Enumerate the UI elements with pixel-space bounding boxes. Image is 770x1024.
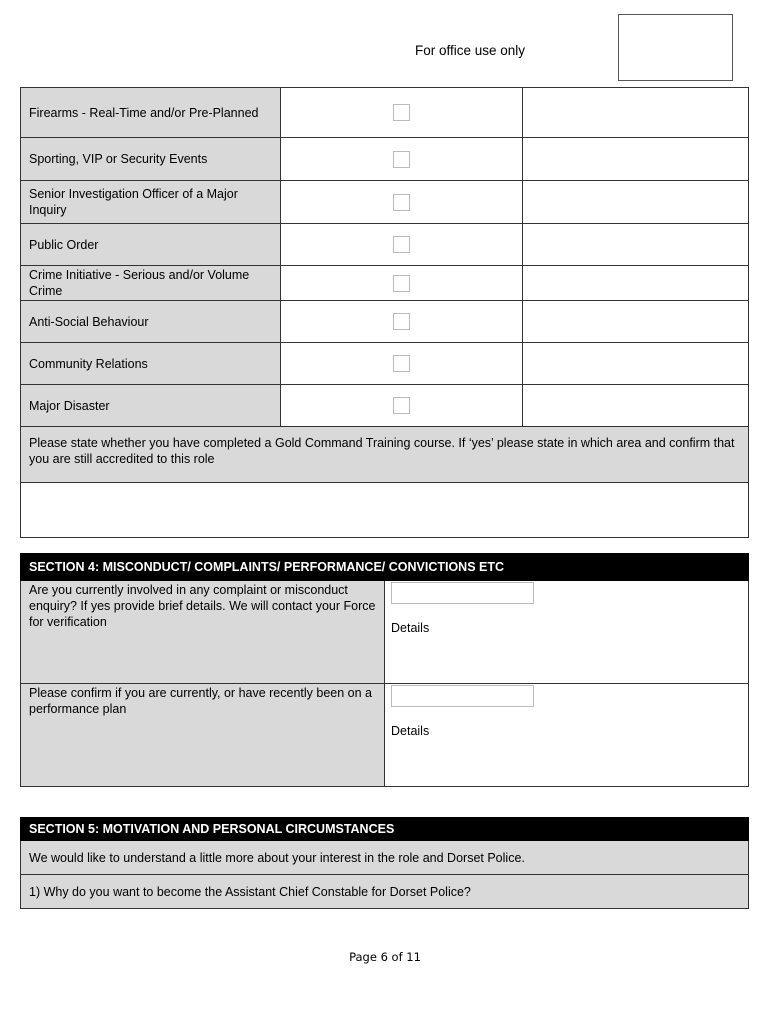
section-5-intro: We would like to understand a little more about your interest in the role and Dorset Police.: [21, 841, 749, 875]
crime-initiative-checkbox[interactable]: [393, 275, 410, 292]
row-label: Sporting, VIP or Security Events: [21, 138, 281, 181]
table-row: [21, 343, 749, 385]
page-number: Page 6 of 11: [349, 950, 421, 964]
performance-plan-answer-input[interactable]: [391, 685, 534, 707]
row-label: Firearms - Real-Time and/or Pre-Planned: [21, 88, 281, 138]
community-relations-checkbox[interactable]: [393, 355, 410, 372]
office-use-label: For office use only: [415, 43, 526, 58]
row-label: Public Order: [21, 224, 281, 266]
major-disaster-notes-cell[interactable]: [523, 385, 749, 427]
sporting-events-checkbox[interactable]: [393, 151, 410, 168]
row-label: Anti-Social Behaviour: [21, 301, 281, 343]
public-order-checkbox[interactable]: [393, 236, 410, 253]
crime-initiative-notes-cell[interactable]: [523, 266, 749, 301]
table-row: [21, 266, 749, 301]
firearms-checkbox[interactable]: [393, 104, 410, 121]
section-5-table: [20, 817, 749, 909]
anti-social-checkbox[interactable]: [393, 313, 410, 330]
senior-investigation-checkbox[interactable]: [393, 194, 410, 211]
complaint-details-label: Details: [391, 621, 430, 635]
gold-command-answer-field[interactable]: [21, 483, 749, 538]
table-row: [21, 224, 749, 266]
table-row: [21, 88, 749, 138]
row-label: Community Relations: [21, 343, 281, 385]
senior-investigation-notes-cell[interactable]: [523, 181, 749, 224]
section-5-heading: SECTION 5: MOTIVATION AND PERSONAL CIRCUMSTANCES: [21, 818, 749, 841]
experience-table: [20, 87, 749, 538]
community-relations-notes-cell[interactable]: [523, 343, 749, 385]
major-disaster-checkbox[interactable]: [393, 397, 410, 414]
gold-command-prompt: Please state whether you have completed a Gold Command Training course. If ‘yes’ please state in which area and confirm that you are still accredited to this role: [21, 427, 749, 483]
row-label: Crime Initiative - Serious and/or Volume Crime: [21, 266, 281, 301]
office-use-box[interactable]: [618, 14, 733, 81]
public-order-notes-cell[interactable]: [523, 224, 749, 266]
sporting-events-notes-cell[interactable]: [523, 138, 749, 181]
anti-social-notes-cell[interactable]: [523, 301, 749, 343]
motivation-question: 1) Why do you want to become the Assistant Chief Constable for Dorset Police?: [21, 875, 749, 909]
section-4-heading: SECTION 4: MISCONDUCT/ COMPLAINTS/ PERFORMANCE/ CONVICTIONS ETC: [21, 554, 749, 581]
performance-plan-question: Please confirm if you are currently, or have recently been on a performance plan: [21, 684, 385, 787]
table-row: [21, 385, 749, 427]
table-row: [21, 138, 749, 181]
table-row: [21, 181, 749, 224]
complaint-question: Are you currently involved in any complaint or misconduct enquiry? If yes provide brief details. We will contact your Force for verification: [21, 581, 385, 684]
performance-plan-details-label: Details: [391, 724, 430, 738]
section-4-table: [20, 553, 749, 787]
table-row: [21, 301, 749, 343]
row-label: Senior Investigation Officer of a Major Inquiry: [21, 181, 281, 224]
complaint-answer-input[interactable]: [391, 582, 534, 604]
row-label: Major Disaster: [21, 385, 281, 427]
firearms-notes-cell[interactable]: [523, 88, 749, 138]
